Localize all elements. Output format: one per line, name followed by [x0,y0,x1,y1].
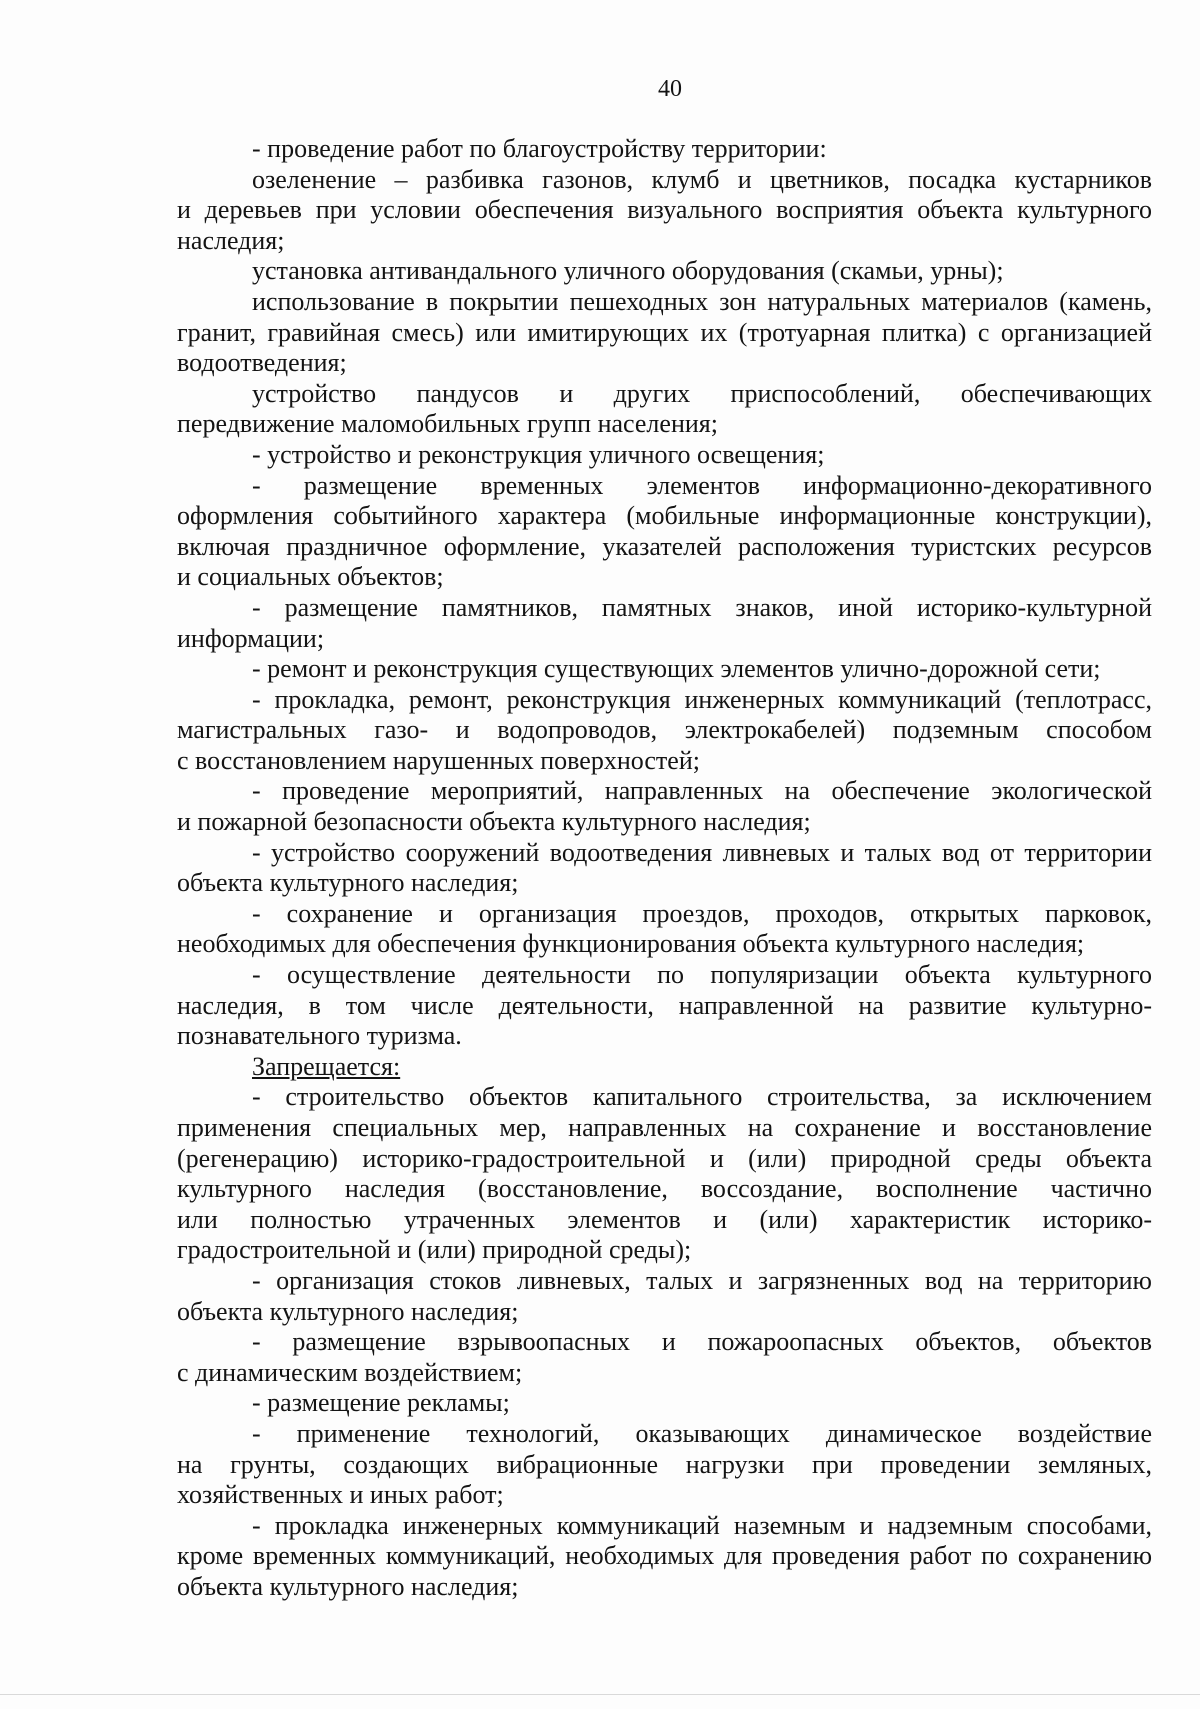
text-line: применения специальных мер, направленных на сохранение и восстановление [177,1113,1152,1142]
text-line: познавательного туризма. [177,1021,462,1051]
text-line: - устройство и реконструкция уличного освещения; [252,439,825,469]
scan-edge-line [0,1694,1200,1695]
text-line: - проведение мероприятий, направленных на обеспечение экологической [252,776,1152,806]
text-line: или полностью утраченных элементов и (или) характеристик историко- [177,1204,1152,1234]
text-line: - прокладка инженерных коммуникаций наземным и надземным способами, [252,1510,1152,1540]
text-line: на грунты, создающих вибрационные нагрузки при проведении земляных, [177,1449,1152,1479]
text-line: водоотведения; [177,348,347,378]
document-body [177,134,1152,1603]
section-heading [177,1052,1152,1083]
text-line: передвижение маломобильных групп населения; [177,409,718,439]
text-line: объекта культурного наследия; [177,868,519,898]
text-line: гранит, гравийная смесь) или имитирующих их (тротуарная плитка) с организацией [177,317,1152,347]
text-line: объекта культурного наследия; [177,1296,519,1326]
text-line: - применение технологий, оказывающих динамическое воздействие [252,1418,1152,1448]
text-line: - проведение работ по благоустройству территории: [252,134,827,163]
text-line: - прокладка, ремонт, реконструкция инженерных коммуникаций (теплотрасс, [252,684,1152,714]
text-line: объекта культурного наследия; [177,1571,519,1601]
text-line: с восстановлением нарушенных поверхностей; [177,745,700,775]
text-line: установка антивандального уличного оборудования (скамьи, урны); [252,256,1004,286]
text-line: и деревьев при условии обеспечения визуального восприятия объекта культурного [177,195,1152,225]
text-line: использование в покрытии пешеходных зон натуральных материалов (камень, [252,286,1152,316]
text-line: (регенерацию) историко-градостроительной и (или) природной среды объекта [177,1143,1152,1173]
text-line: оформления событийного характера (мобильные информационные конструкции), [177,501,1152,531]
text-line: и пожарной безопасности объекта культурного наследия; [177,807,811,837]
text-line: - ремонт и реконструкция существующих элементов улично-дорожной сети; [252,654,1101,684]
text-line: информации; [177,623,325,653]
text-line: хозяйственных и иных работ; [177,1480,504,1510]
text-line: магистральных газо- и водопроводов, электрокабелей) подземным способом [177,715,1152,745]
text-line: - размещение временных элементов информационно-декоративного [252,470,1152,500]
text-line: - размещение взрывоопасных и пожароопасных объектов, объектов [252,1327,1152,1357]
text-line: - организация стоков ливневых, талых и загрязненных вод на территорию [252,1265,1152,1295]
text-line: устройство пандусов и других приспособлений, обеспечивающих [252,378,1152,408]
text-line: и социальных объектов; [177,562,444,592]
text-line: - сохранение и организация проездов, проходов, открытых парковок, [252,898,1152,928]
page-number: 40 [658,76,682,102]
text-line: - устройство сооружений водоотведения ливневых и талых вод от территории [252,837,1152,867]
text-line: градостроительной и (или) природной среды); [177,1235,692,1265]
text-line: включая праздничное оформление, указателей расположения туристских ресурсов [177,531,1152,561]
text-line: - размещение памятников, памятных знаков, иной историко-культурной [252,592,1152,622]
text-line: - строительство объектов капитального строительства, за исключением [252,1082,1152,1112]
text-line: - размещение рекламы; [252,1388,510,1418]
text-line: с динамическим воздействием; [177,1357,523,1387]
text-line: наследия, в том числе деятельности, направленной на развитие культурно- [177,990,1152,1020]
text-line: - осуществление деятельности по популяризации объекта культурного [252,960,1152,990]
text-line: культурного наследия (восстановление, воссоздание, восполнение частично [177,1174,1152,1204]
text-line: озеленение – разбивка газонов, клумб и цветников, посадка кустарников [252,164,1152,194]
text-line: кроме временных коммуникаций, необходимых для проведения работ по сохранению [177,1541,1152,1571]
text-line: необходимых для обеспечения функционирования объекта культурного наследия; [177,929,1085,959]
section-heading-text: Запрещается: [252,1051,401,1081]
text-line: наследия; [177,225,285,255]
